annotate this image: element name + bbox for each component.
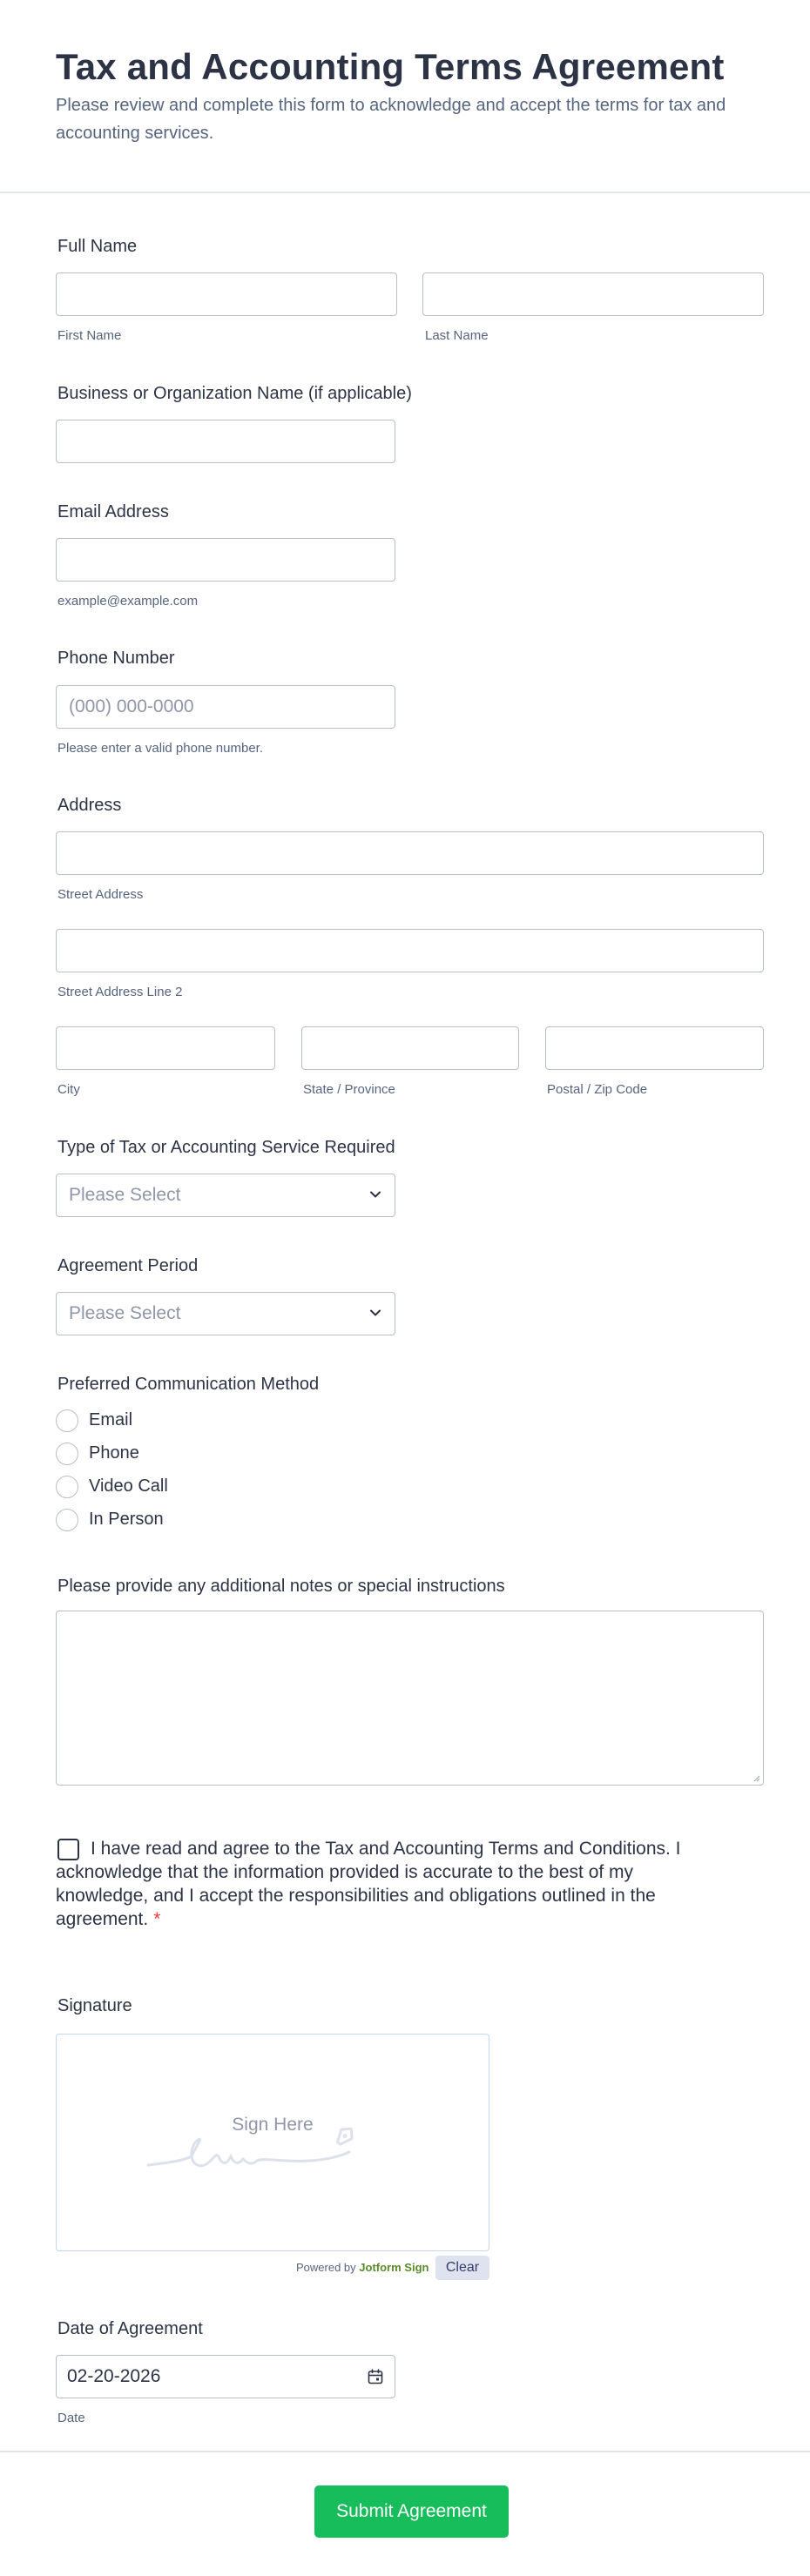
service-type-label: Type of Tax or Accounting Service Required	[57, 1138, 395, 1157]
jotform-sign-brand: Jotform Sign	[359, 2261, 429, 2274]
email-label: Email Address	[57, 502, 169, 521]
powered-by-label: Powered by	[296, 2261, 356, 2274]
service-type-select[interactable]	[56, 1174, 395, 1217]
agreement-period-select[interactable]	[56, 1292, 395, 1335]
last-name-input[interactable]	[422, 272, 764, 316]
date-value: 02-20-2026	[67, 2366, 161, 2386]
footer-divider	[0, 2451, 810, 2452]
radio-option-label: Email	[89, 1410, 133, 1429]
street-address-line2-hint: Street Address Line 2	[57, 985, 183, 999]
last-name-hint: Last Name	[425, 328, 489, 343]
signature-scribble-icon	[144, 2117, 405, 2178]
radio-button[interactable]	[56, 1476, 78, 1498]
clear-signature-button[interactable]: Clear	[435, 2256, 489, 2280]
chevron-down-icon	[367, 1186, 384, 1203]
state-hint: State / Province	[303, 1082, 395, 1097]
radio-button[interactable]	[56, 1443, 78, 1465]
signature-placeholder: Sign Here	[232, 2115, 314, 2135]
zip-input[interactable]	[545, 1026, 764, 1070]
calendar-icon[interactable]	[367, 2368, 384, 2385]
email-input[interactable]	[56, 538, 395, 582]
resize-handle-icon[interactable]	[752, 1773, 760, 1782]
state-input[interactable]	[301, 1026, 519, 1070]
service-type-placeholder: Please Select	[69, 1185, 181, 1205]
submit-button[interactable]: Submit Agreement	[314, 2485, 509, 2538]
terms-statement: I have read and agree to the Tax and Accounting Terms and Conditions. I acknowledge that the information provided is accurate to the best of my knowledge, and I accept the responsibilities and obligations outlined in the agreement.	[56, 1839, 681, 1929]
agreement-period-label: Agreement Period	[57, 1256, 199, 1275]
phone-hint: Please enter a valid phone number.	[57, 741, 263, 756]
radio-option-label: In Person	[89, 1510, 164, 1529]
header-divider	[0, 192, 810, 193]
first-name-input[interactable]	[56, 272, 397, 316]
signature-pad[interactable]	[56, 2034, 489, 2251]
radio-button[interactable]	[56, 1509, 78, 1531]
date-label: Date of Agreement	[57, 2319, 203, 2338]
notes-textarea[interactable]	[56, 1611, 764, 1786]
first-name-hint: First Name	[57, 328, 122, 343]
phone-placeholder: (000) 000-0000	[69, 696, 194, 716]
business-input[interactable]	[56, 420, 395, 463]
full-name-label: Full Name	[57, 237, 138, 256]
radio-button[interactable]	[56, 1409, 78, 1432]
street-address-input[interactable]	[56, 831, 764, 875]
date-input[interactable]	[56, 2355, 395, 2398]
date-hint: Date	[57, 2411, 85, 2425]
powered-by-text	[296, 2261, 429, 2274]
agreement-period-placeholder: Please Select	[69, 1303, 181, 1323]
page-subtitle: Please review and complete this form to acknowledge and accept the terms for tax and accounting services.	[56, 96, 726, 143]
business-label: Business or Organization Name (if applicable)	[57, 384, 412, 403]
zip-hint: Postal / Zip Code	[547, 1082, 648, 1097]
city-input[interactable]	[56, 1026, 275, 1070]
street-address-hint: Street Address	[57, 887, 144, 902]
form-header	[56, 45, 761, 147]
radio-option-label: Phone	[89, 1443, 139, 1463]
city-hint: City	[57, 1082, 80, 1097]
street-address-line2-input[interactable]	[56, 929, 764, 972]
notes-label: Please provide any additional notes or special instructions	[57, 1577, 505, 1596]
terms-text	[56, 1837, 700, 1931]
required-asterisk: *	[153, 1909, 161, 1929]
chevron-down-icon	[367, 1304, 384, 1322]
page-title: Tax and Accounting Terms Agreement	[56, 46, 725, 87]
radio-option-label: Video Call	[89, 1476, 168, 1496]
address-label: Address	[57, 796, 122, 815]
signature-label: Signature	[57, 1996, 132, 2015]
phone-input[interactable]	[56, 685, 395, 729]
phone-label: Phone Number	[57, 649, 175, 668]
communication-label: Preferred Communication Method	[57, 1375, 320, 1394]
email-hint: example@example.com	[57, 594, 199, 609]
